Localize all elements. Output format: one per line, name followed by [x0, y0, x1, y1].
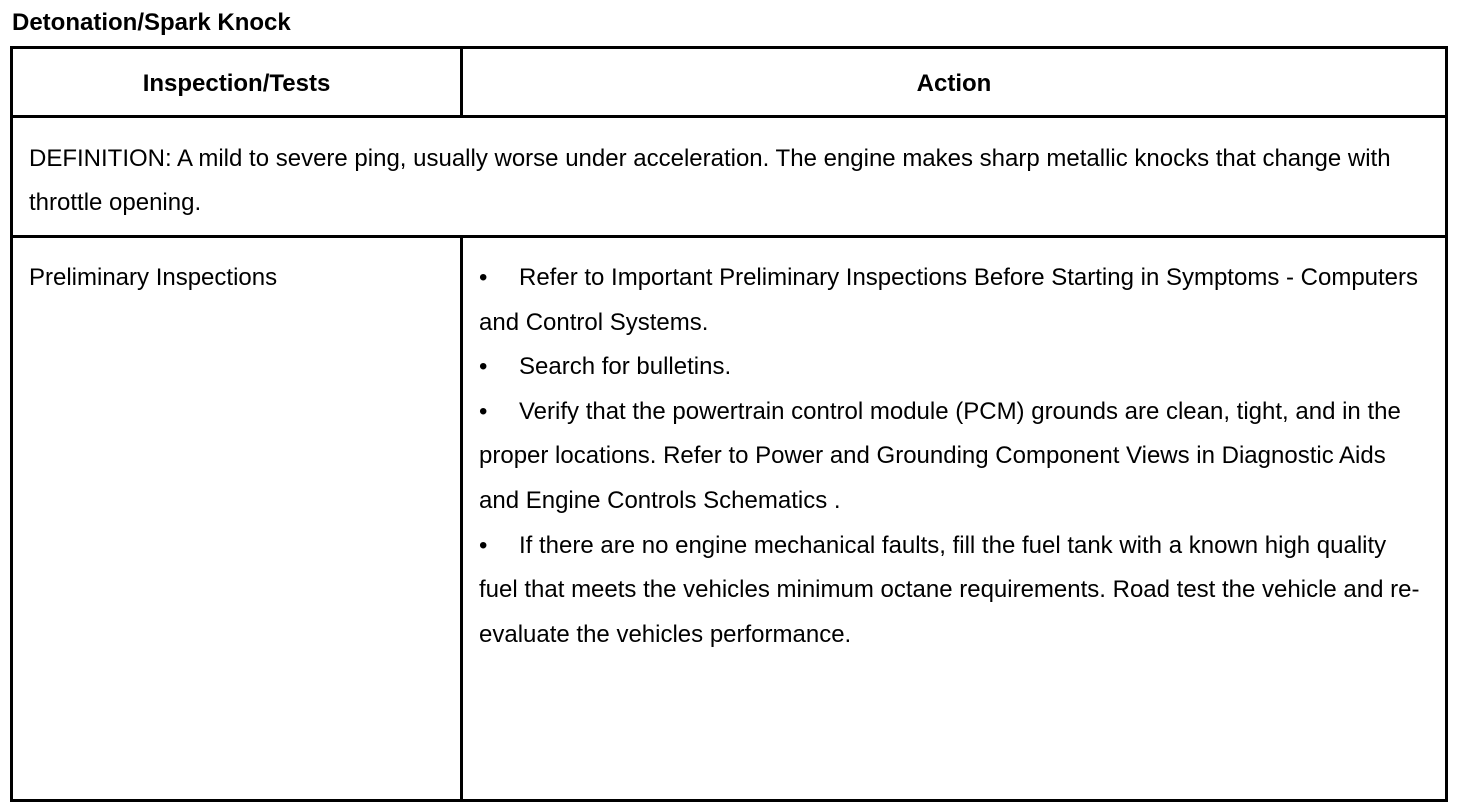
action-bullet-item [479, 390, 1429, 524]
action-text: If there are no engine mechanical faults, fill the fuel tank with a known high quality fuel that meets the vehicles minimum octane requirements. Road test the vehicle and re-evaluate the vehicles performance. [479, 531, 1420, 648]
definition-divider [13, 235, 1445, 238]
action-bullet-item [479, 524, 1429, 658]
column-header-action: Action [916, 69, 992, 97]
bullet-icon: • [479, 531, 488, 559]
action-bullet-item [479, 345, 1429, 390]
bullet-icon: • [479, 264, 488, 291]
bullet-icon: • [479, 353, 488, 381]
symptom-table [10, 46, 1448, 802]
bullet-icon: • [479, 397, 488, 425]
inspection-cell: Preliminary Inspections [29, 264, 278, 291]
action-text: Refer to Important Preliminary Inspections Before Starting in Symptoms - Computers and Control Systems. [479, 264, 1419, 336]
row-column-divider [460, 235, 463, 799]
action-text: Verify that the powertrain control module (PCM) grounds are clean, tight, and in the proper locations. Refer to Power and Grounding Component Views in Diagnostic Aids and Engine Controls Schematics . [479, 397, 1401, 514]
action-bullet-item [479, 256, 1429, 345]
page-title: Detonation/Spark Knock [12, 9, 291, 36]
column-header-inspection: Inspection/Tests [142, 69, 331, 97]
action-cell [479, 256, 1429, 657]
definition-text: DEFINITION: A mild to severe ping, usually worse under acceleration. The engine makes sharp metallic knocks that change with throttle opening. [29, 145, 1391, 216]
action-text: Search for bulletins. [519, 353, 732, 381]
